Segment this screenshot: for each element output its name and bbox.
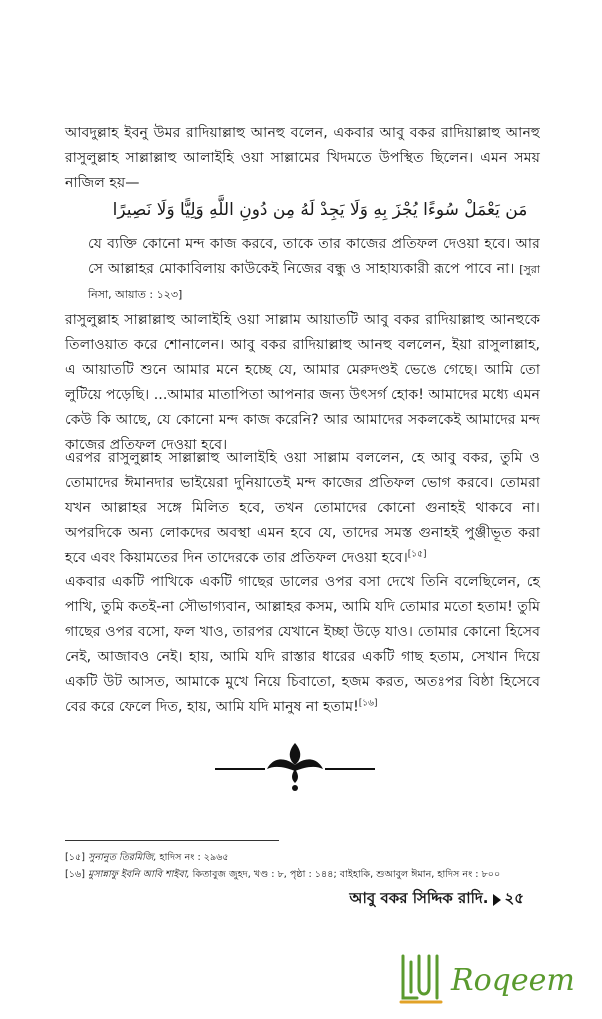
footnote-number: [১৫] — [65, 852, 85, 863]
roqeem-watermark-logo — [395, 948, 585, 1008]
fleuron-ornament-icon — [215, 735, 375, 795]
verse-translation — [88, 232, 540, 307]
footnote-marker-16[interactable]: [১৬] — [358, 698, 378, 709]
paragraph-bird — [65, 570, 540, 720]
footnote-16 — [65, 868, 545, 881]
footnote-detail: হাদিস নং : ২৯৬৫ — [156, 852, 229, 863]
footnote-15 — [65, 851, 545, 864]
paragraph-prophet-answer — [65, 446, 540, 571]
arabic-verse: مَن يَعْمَلْ سُوءًا يُجْزَ بِهِ وَلَا يَجِدْ لَهُ مِن دُونِ اللَّهِ وَلِيًّا وَلَا نَصِيرًا — [112, 200, 528, 220]
paragraph-bird-text: একবার একটি পাখিকে একটি গাছের ডালের ওপর বসা দেখে তিনি বলেছিলেন, হে পাখি, তুমি কতই-না সৌভাগ্যবান, আল্লাহর কসম, আমি যদি তোমার মতো হতাম! তুমি গাছের ওপর বসো, ফল খাও, তারপর যেখানে ইচ্ছা উড়ে যাও। তোমার কোনো হিসেব নেই, আজাবও নেই। হায়, আমি যদি রাস্তার ধারের একটি গাছ হতাম, সেখান দিয়ে একটি উট আসত, আমাকে মুখে নিয়ে চিবাতো, হজম করত, অতঃপর বিষ্ঠা হিসেবে বের করে ফেলে দিত, হায়, আমি যদি মানুষ না হতাম! — [65, 574, 540, 715]
footnote-divider — [65, 840, 279, 841]
page-number: ২৫ — [504, 889, 524, 907]
watermark-text: Roqeem — [451, 963, 575, 998]
verse-translation-text: যে ব্যক্তি কোনো মন্দ কাজ করবে, তাকে তার কাজের প্রতিফল দেওয়া হবে। আর সে আল্লাহর মোকাবিলায় কাউকেই নিজের বন্ধু ও সাহায্যকারী রূপে পাবে না। — [88, 236, 540, 277]
book-title: আবু বকর সিদ্দিক রাদি. — [349, 889, 489, 907]
paragraph-abu-bakr-reply: রাসুলুল্লাহ সাল্লাল্লাহু আলাইহি ওয়া সাল্লাম আয়াতটি আবু বকর রাদিয়াল্লাহু আনহুকে তিলাওয়াত করে শোনালেন। আবু বকর রাদিয়াল্লাহু আনহু বললেন, ইয়া রাসুলাল্লাহ, এ আয়াতটি শুনে আমার মনে হচ্ছে যে, আমার মেরুদণ্ডই ভেঙে গেছে। আমি তো লুটিয়ে পড়েছি। ...আমার মাতাপিতা আপনার জন্য উৎসর্গ হোক! আমাদের মধ্যে এমন কেউ কি আছে, যে কোনো মন্দ কাজ করেনি? আর আমাদের সকলকেই আমাদের মন্দ কাজের প্রতিফল দেওয়া হবে। — [65, 312, 540, 453]
footnote-detail: কিতাবুজ জুহদ, খণ্ড : ৮, পৃষ্ঠা : ১৪৪; বাইহাকি, শুআবুল ঈমান, হাদিস নং : ৮০০ — [189, 869, 501, 880]
paragraph-prophet-answer-text: এরপর রাসুলুল্লাহ সাল্লাল্লাহু আলাইহি ওয়া সাল্লাম বললেন, হে আবু বকর, তুমি ও তোমাদের ঈমানদার ভাইয়েরা দুনিয়াতেই মন্দ কাজের প্রতিফল ভোগ করবে। তোমরা যখন আল্লাহর সঙ্গে মিলিত হবে, তখন তোমাদের কোনো গুনাহই থাকবে না। অপরদিকে অন্য লোকদের অবস্থা এমন হবে যে, তাদের সমস্ত গুনাহই পুঞ্জীভূত করা হবে এবং কিয়ামতের দিন তাদেরকে তার প্রতিফল দেওয়া হবে। — [65, 450, 540, 566]
paragraph-intro: আবদুল্লাহ ইবনু উমর রাদিয়াল্লাহু আনহু বলেন, একবার আবু বকর রাদিয়াল্লাহু আনহু রাসুলুল্লাহ সাল্লাল্লাহু আলাইহি ওয়া সাল্লামের খিদমতে উপস্থিত ছিলেন। এমন সময় নাজিল হয়— — [65, 125, 540, 191]
footnote-source: সুনানুত তিরমিজি, — [88, 852, 157, 863]
footnote-marker-15[interactable]: [১৫] — [407, 549, 427, 560]
footnote-source: মুসান্নাফু ইবনি আবি শাইবা, — [88, 869, 190, 880]
triangle-right-icon — [493, 894, 501, 906]
footnote-number: [১৬] — [65, 869, 85, 880]
running-footer — [316, 887, 524, 912]
verse-reference: [সুরা নিসা, আয়াত : ১২৩] — [88, 263, 541, 301]
